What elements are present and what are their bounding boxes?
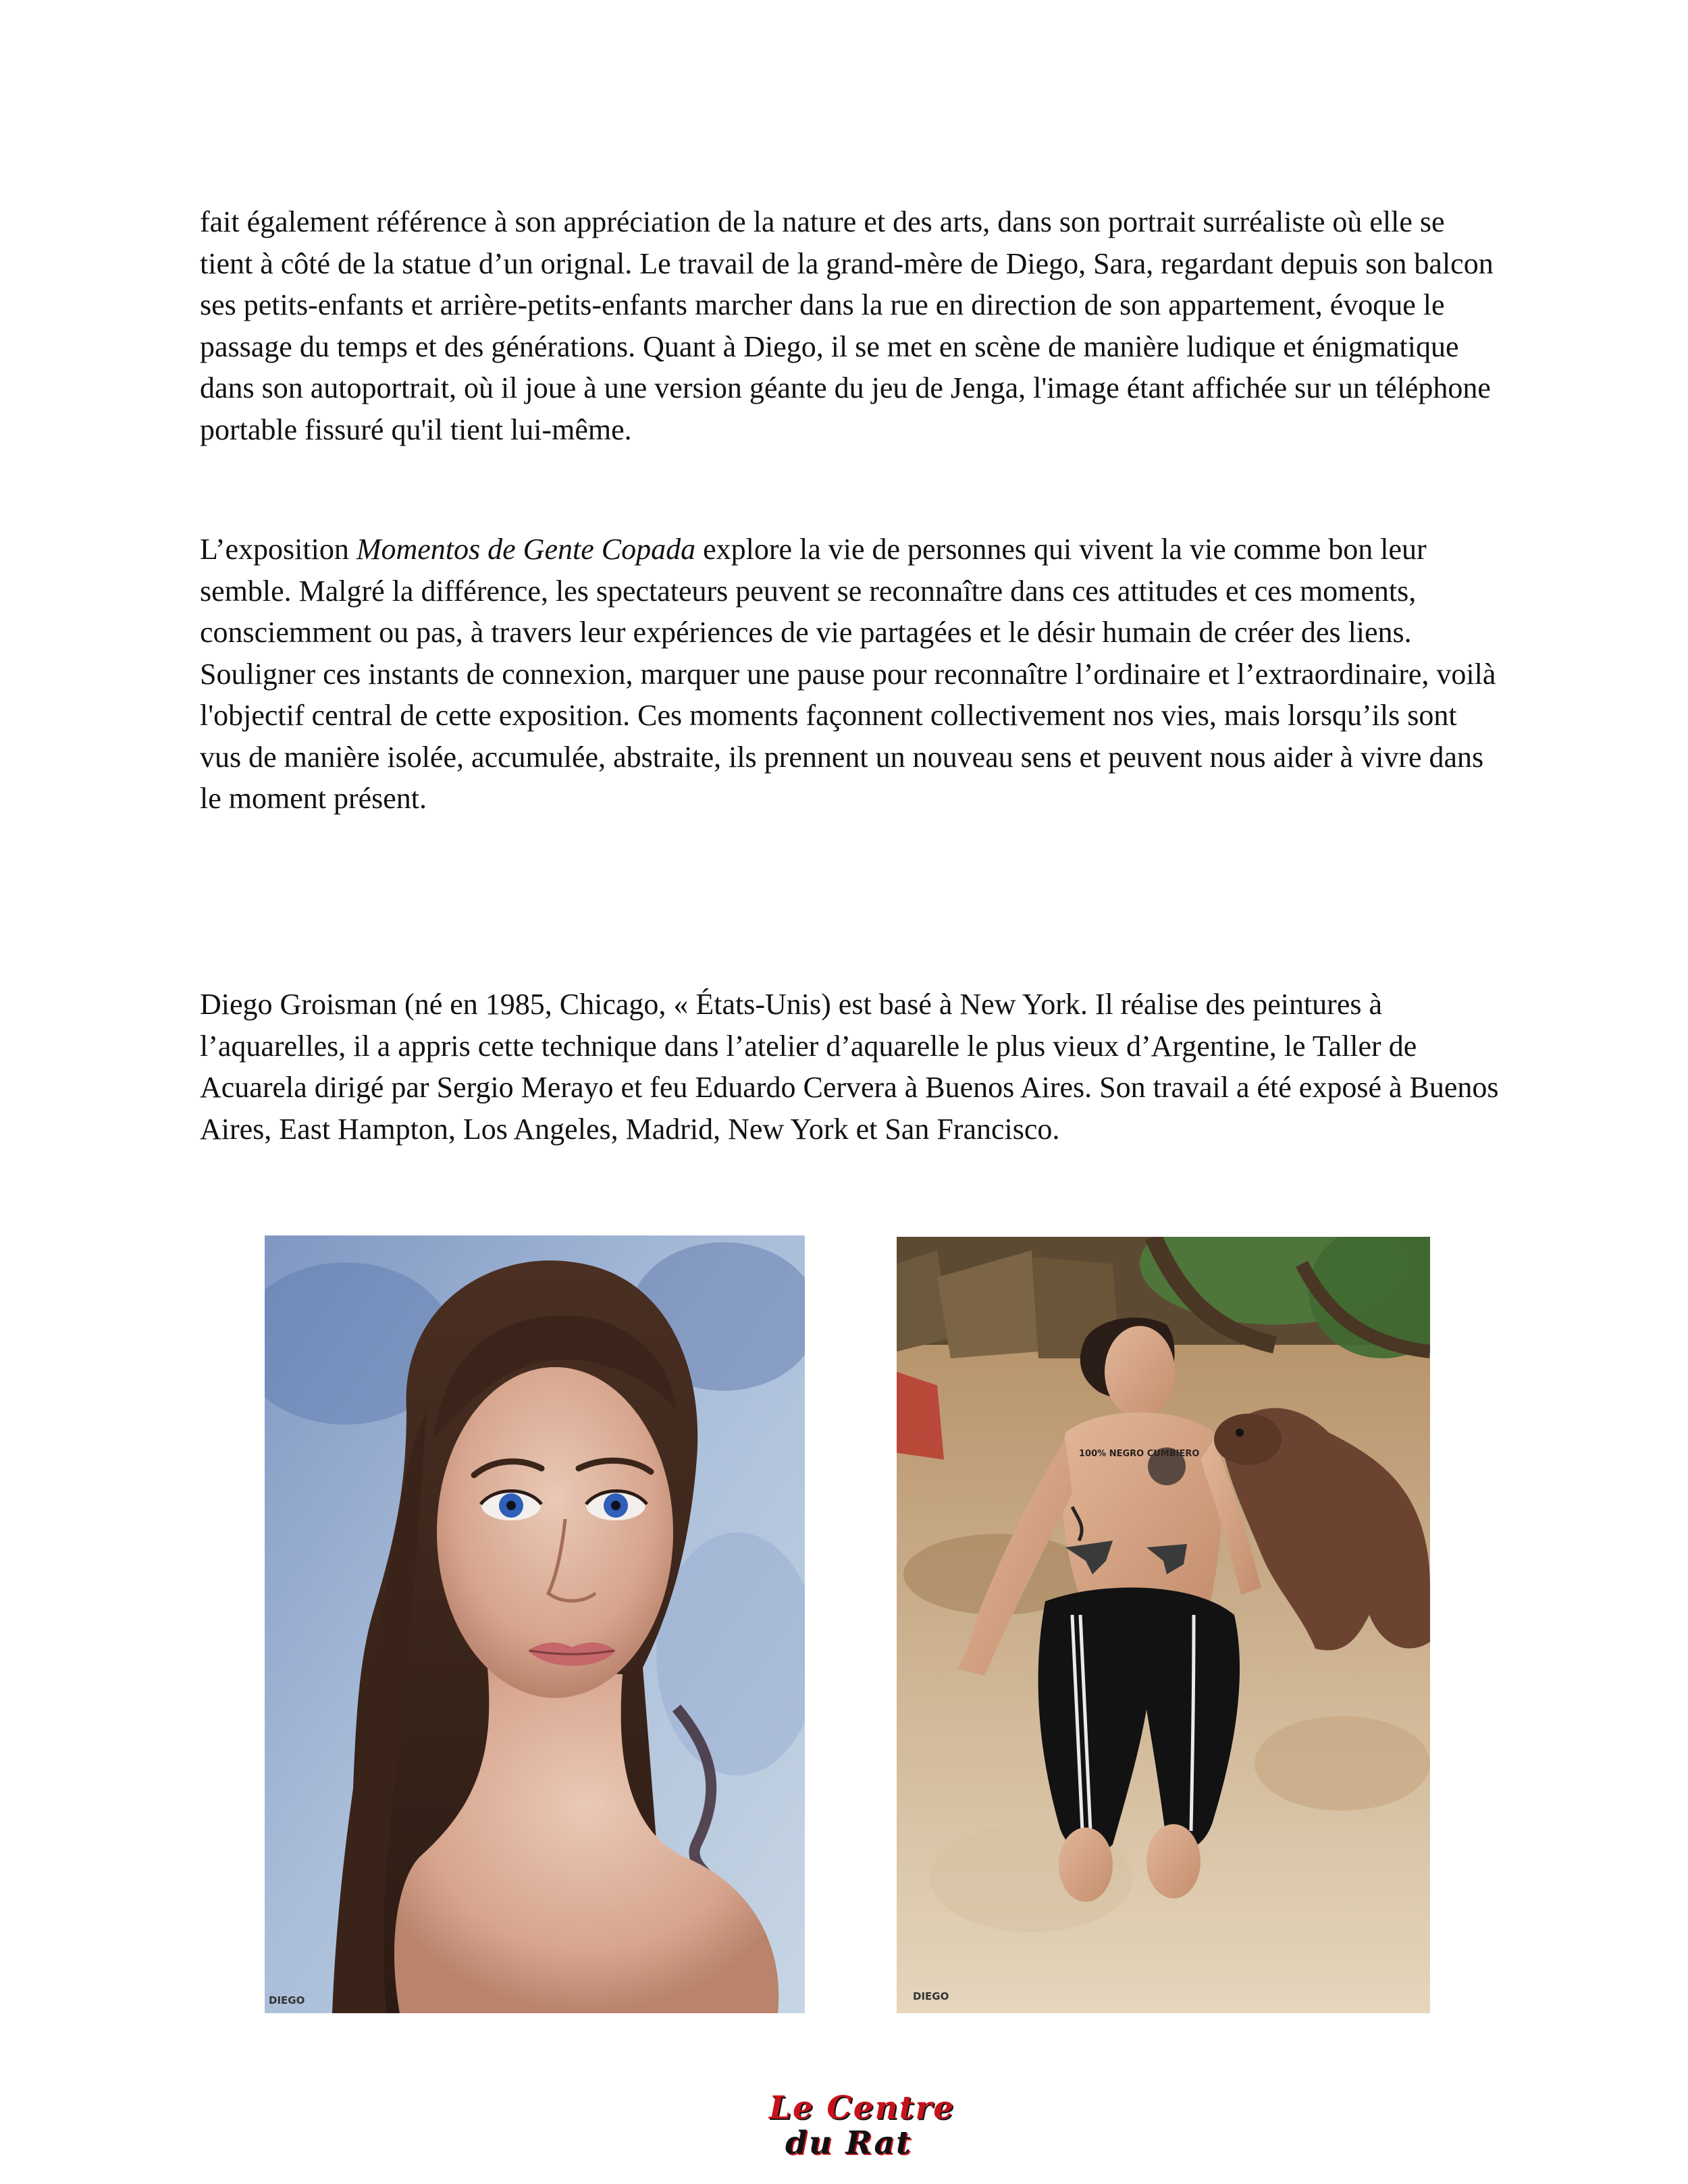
le-centre-du-rat-logo: [766, 2089, 955, 2172]
logo-line-1: Le Centre: [769, 2089, 955, 2127]
paragraph-artist-bio: Diego Groisman (né en 1985, Chicago, « États-Unis) est basé à New York. Il réalise des peintures à l’aquarelles, il a appris cette technique dans l’atelier d’aquarelle le plus vieux d’Argentine, le Taller de Acuarela dirigé par Sergio Merayo et feu Eduardo Cervera à Buenos Aires. Son travail a été exposé à Buenos Aires, East Hampton, Los Angeles, Madrid, New York et San Francisco.: [200, 988, 1499, 1146]
exhibition-text-after: explore la vie de personnes qui vivent la vie comme bon leur semble. Malgré la différence, les spectateurs peuvent se reconnaître dans ces attitudes et ces moments, consciemment ou pas, à travers leur expériences de vie partagées et le désir humain de créer des liens. Souligner ces instants de connexion, marquer une pause pour reconnaître l’ordinaire et l’extraordinaire, voilà l'objectif central de cette exposition. Ces moments façonnent collectivement nos vies, mais lorsqu’ils sont vus de manière isolée, accumulée, abstraite, ils prennent un nouveau sens et peuvent nous aider à vivre dans le moment présent.: [200, 533, 1496, 815]
exhibition-text-before: L’exposition: [200, 533, 357, 566]
painting-right-signature: DIEGO: [913, 1990, 949, 2002]
painting-woman-portrait-image: [265, 1235, 805, 2013]
painting-woman-portrait: [265, 1235, 805, 2013]
logo-line-2: du Rat: [785, 2125, 912, 2162]
painting-man-with-capybara: [897, 1237, 1430, 2013]
paragraph-exhibition: [200, 529, 1503, 820]
paragraph-intro-continued: fait également référence à son appréciation de la nature et des arts, dans son portrait surréaliste où elle se tient à côté de la statue d’un orignal. Le travail de la grand-mère de Diego, Sara, regardant depuis son balcon ses petits-enfants et arrière-petits-enfants marcher dans la rue en direction de son appartement, évoque le passage du temps et des générations. Quant à Diego, il se met en scène de manière ludique et énigmatique dans son autoportrait, où il joue à une version géante du jeu de Jenga, l'image étant affichée sur un téléphone portable fissuré qu'il tient lui-même.: [200, 205, 1494, 446]
tattoo-text: 100% NEGRO CUMBIERO: [1079, 1449, 1200, 1459]
exhibition-title: Momentos de Gente Copada: [356, 533, 696, 566]
painting-man-with-capybara-image: [897, 1237, 1430, 2013]
painting-left-signature: DIEGO: [269, 1994, 305, 2006]
